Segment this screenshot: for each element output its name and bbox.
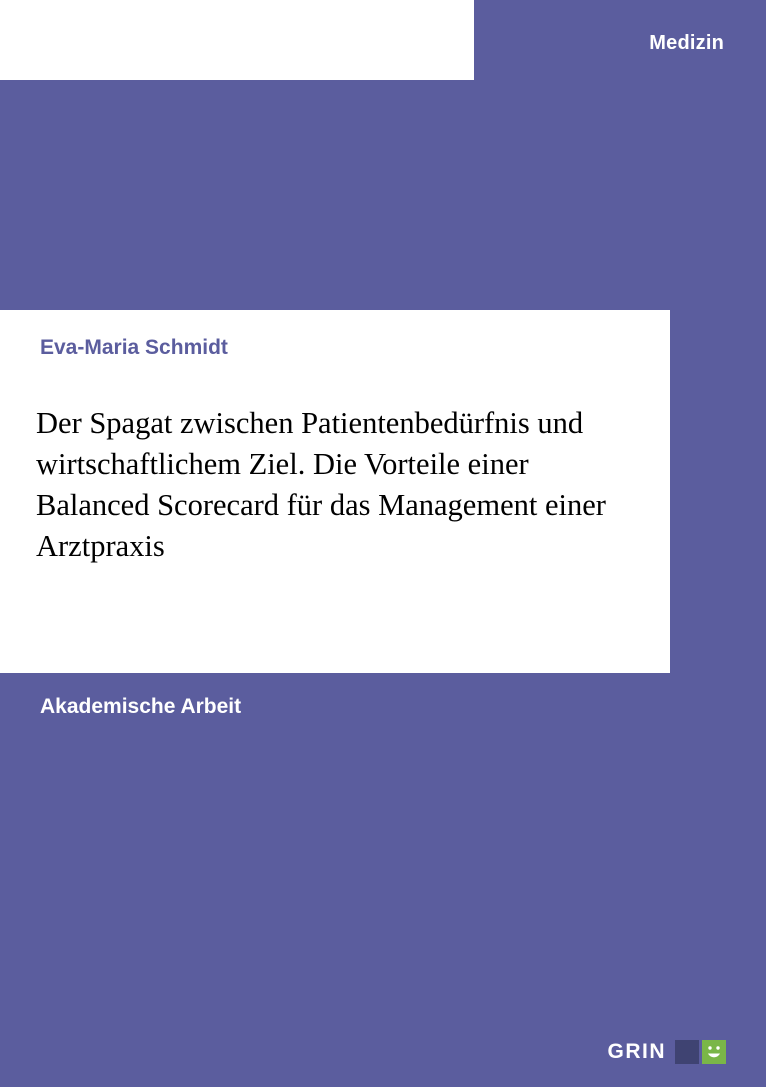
- work-type-label: Akademische Arbeit: [40, 695, 242, 718]
- publisher-name: GRIN: [607, 1040, 666, 1063]
- book-title: Der Spagat zwischen Patientenbedürfnis und wirtschaftlichem Ziel. Die Vorteile einer Balanced Scorecard für das Management einer Arztpraxis: [36, 406, 606, 563]
- logo-square-dark: [675, 1040, 699, 1064]
- grin-logo: [608, 1039, 727, 1065]
- category-label: Medizin: [649, 32, 724, 54]
- author-name: Eva-Maria Schmidt: [40, 336, 228, 359]
- logo-square-smiley-icon: [702, 1040, 726, 1064]
- top-white-band: [0, 0, 474, 80]
- title-panel: [0, 310, 670, 673]
